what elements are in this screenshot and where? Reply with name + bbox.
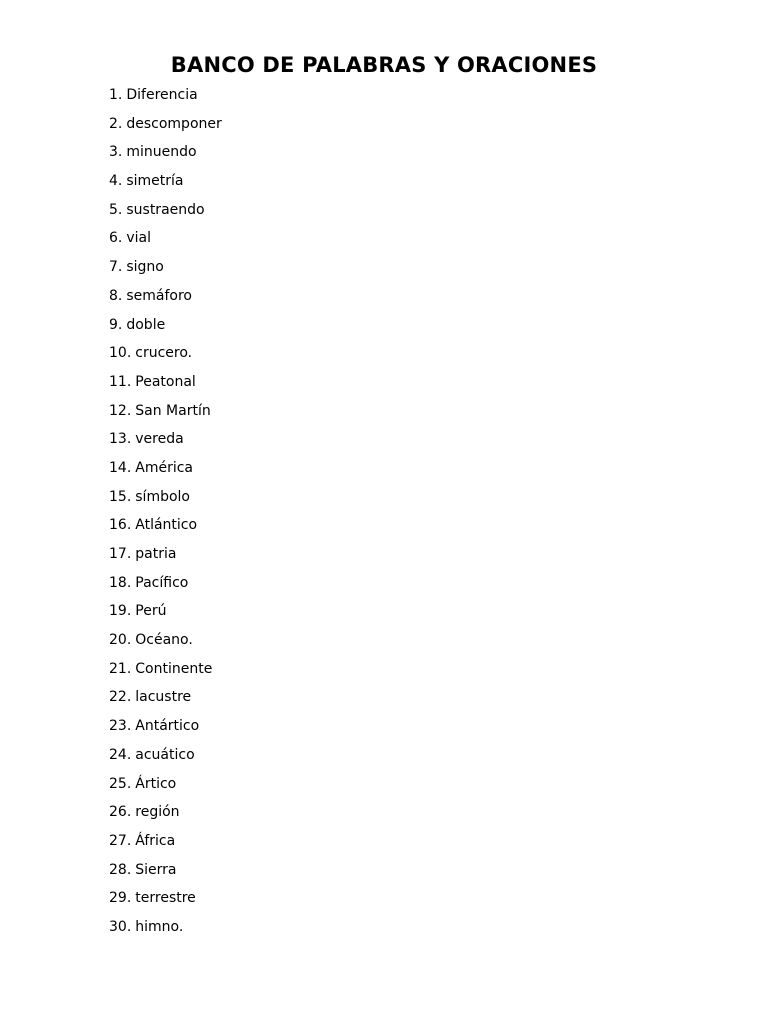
list-item-number: 17. bbox=[109, 546, 132, 562]
list-item bbox=[109, 802, 222, 831]
list-item bbox=[109, 659, 222, 688]
list-item-number: 7. bbox=[109, 259, 123, 276]
list-item-number: 20. bbox=[109, 632, 132, 649]
list-item-word: Atlántico bbox=[135, 517, 198, 534]
list-item-number: 4. bbox=[109, 173, 123, 190]
list-item-word: crucero. bbox=[135, 345, 193, 362]
list-item-number: 5. bbox=[109, 201, 123, 218]
list-item bbox=[109, 85, 222, 114]
list-item-number: 16. bbox=[109, 517, 132, 534]
list-item-word: semáforo bbox=[126, 287, 192, 304]
list-item-word: vereda bbox=[135, 431, 184, 448]
list-item-word: signo bbox=[126, 259, 164, 276]
list-item-number: 2. bbox=[109, 115, 123, 132]
list-item bbox=[109, 515, 222, 544]
list-item bbox=[109, 458, 222, 487]
list-item bbox=[109, 286, 222, 315]
list-item-word: Antártico bbox=[135, 718, 200, 735]
list-item-number: 11. bbox=[109, 373, 132, 390]
list-item-number: 27. bbox=[109, 832, 132, 849]
list-item-word: doble bbox=[126, 316, 166, 333]
list-item-number: 30. bbox=[109, 918, 132, 935]
list-item bbox=[109, 142, 222, 171]
list-item-number: 6. bbox=[109, 230, 123, 247]
list-item-number: 22. bbox=[109, 689, 132, 706]
list-item bbox=[109, 745, 222, 774]
list-item bbox=[109, 774, 222, 803]
list-item-word: África bbox=[135, 832, 176, 849]
list-item bbox=[109, 171, 222, 200]
list-item-word: Ártico bbox=[135, 775, 177, 792]
list-item-word: San Martín bbox=[135, 402, 211, 419]
list-item bbox=[109, 917, 222, 946]
list-item-number: 29. bbox=[109, 890, 132, 907]
list-item bbox=[109, 343, 222, 372]
list-item bbox=[109, 114, 222, 143]
list-item bbox=[109, 200, 222, 229]
list-item bbox=[109, 401, 222, 430]
list-item-number: 21. bbox=[109, 660, 132, 677]
list-item-number: 26. bbox=[109, 804, 132, 821]
list-item-word: Diferencia bbox=[126, 87, 198, 103]
list-item bbox=[109, 716, 222, 745]
list-item bbox=[109, 257, 222, 286]
list-item-word: patria bbox=[135, 546, 177, 562]
list-item-word: Continente bbox=[135, 660, 213, 677]
list-item-word: descomponer bbox=[126, 115, 222, 132]
list-item-number: 1. bbox=[109, 87, 123, 103]
list-item-word: Sierra bbox=[135, 861, 177, 878]
list-item-word: terrestre bbox=[135, 890, 196, 907]
list-item-number: 19. bbox=[109, 603, 132, 620]
list-item bbox=[109, 831, 222, 860]
word-list bbox=[109, 85, 222, 946]
list-item-number: 14. bbox=[109, 459, 132, 476]
list-item-word: vial bbox=[126, 230, 152, 247]
list-item-word: Perú bbox=[135, 603, 167, 620]
list-item-number: 28. bbox=[109, 861, 132, 878]
list-item-number: 15. bbox=[109, 488, 132, 505]
list-item-number: 25. bbox=[109, 775, 132, 792]
list-item bbox=[109, 487, 222, 516]
list-item bbox=[109, 573, 222, 602]
list-item bbox=[109, 315, 222, 344]
list-item-word: himno. bbox=[135, 918, 184, 935]
list-item bbox=[109, 601, 222, 630]
list-item bbox=[109, 228, 222, 257]
list-item-number: 10. bbox=[109, 345, 132, 362]
list-item bbox=[109, 630, 222, 659]
list-item bbox=[109, 429, 222, 458]
list-item-number: 8. bbox=[109, 287, 123, 304]
list-item-word: sustraendo bbox=[126, 201, 205, 218]
list-item-word: Peatonal bbox=[135, 373, 196, 390]
list-item-number: 13. bbox=[109, 431, 132, 448]
list-item-word: símbolo bbox=[135, 488, 190, 505]
list-item-number: 3. bbox=[109, 144, 123, 161]
list-item-word: Océano. bbox=[135, 632, 193, 649]
list-item-number: 24. bbox=[109, 746, 132, 763]
list-item-word: lacustre bbox=[135, 689, 192, 706]
list-item-number: 23. bbox=[109, 718, 132, 735]
list-item bbox=[109, 860, 222, 889]
list-item bbox=[109, 544, 222, 573]
list-item-word: acuático bbox=[135, 746, 195, 763]
list-item bbox=[109, 888, 222, 917]
list-item-number: 18. bbox=[109, 574, 132, 591]
list-item-word: minuendo bbox=[126, 144, 197, 161]
list-item bbox=[109, 372, 222, 401]
list-item-number: 12. bbox=[109, 402, 132, 419]
list-item-word: América bbox=[135, 459, 194, 476]
list-item-word: región bbox=[135, 804, 180, 821]
list-item-number: 9. bbox=[109, 316, 123, 333]
list-item-word: Pacífico bbox=[135, 574, 189, 591]
page-title: BANCO DE PALABRAS Y ORACIONES bbox=[170, 53, 598, 77]
list-item bbox=[109, 687, 222, 716]
list-item-word: simetría bbox=[126, 173, 184, 190]
